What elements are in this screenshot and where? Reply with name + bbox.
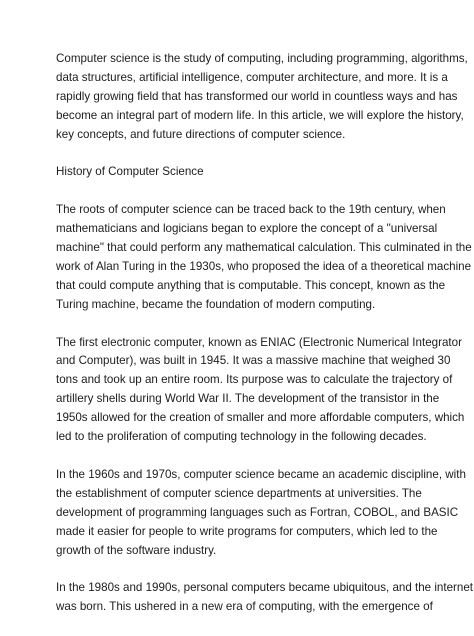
text-line: The first electronic computer, known as ENIAC (Electronic Numerical Integrator — [56, 335, 462, 349]
text-line: data structures, artificial intelligence, computer architecture, and more. It is a — [56, 70, 448, 84]
text-line: The roots of computer science can be traced back to the 19th century, when — [56, 203, 446, 217]
text-line: 1950s allowed for the creation of smaller and more affordable computers, which — [56, 411, 465, 425]
text-line: Computer science is the study of computing, including programming, algorithms, — [56, 52, 468, 65]
text-line: Turing machine, became the foundation of modern computing. — [56, 297, 376, 311]
text-line: In the 1980s and 1990s, personal computers became ubiquitous, and the internet — [56, 581, 474, 595]
text-line: key concepts, and future directions of computer science. — [56, 127, 346, 141]
text-line: development of programming languages such as Fortran, COBOL, and BASIC — [56, 505, 459, 519]
text-line: tons and took up an entire room. Its purpose was to calculate the trajectory of — [56, 373, 453, 387]
text-line: was born. This ushered in a new era of computing, with the emergence of — [56, 600, 433, 614]
text-line: made it easier for people to write programs for computers, which led to the — [56, 524, 438, 538]
text-line: mathematicians and logicians began to explore the concept of a "universal — [56, 222, 438, 236]
document-body — [56, 50, 474, 636]
body-paragraph — [56, 466, 466, 561]
section-heading: History of Computer Science — [56, 165, 204, 179]
text-line: that could compute anything that is computable. This concept, known as the — [56, 278, 446, 292]
text-line: work of Alan Turing in the 1930s, who proposed the idea of a theoretical machine — [56, 259, 472, 273]
text-line: the establishment of computer science departments at universities. The — [56, 486, 422, 500]
body-paragraph — [56, 201, 472, 314]
text-line: and Computer), was built in 1945. It was a massive machine that weighed 30 — [56, 354, 451, 368]
text-line: artillery shells during World War II. The development of the transistor in the — [56, 392, 440, 406]
text-line: In the 1960s and 1970s, computer science became an academic discipline, with — [56, 467, 466, 481]
intro-paragraph — [56, 50, 468, 145]
text-line: machine" that could perform any mathematical calculation. This culminated in the — [56, 241, 472, 255]
text-line: growth of the software industry. — [56, 543, 217, 557]
text-line: led to the proliferation of computing technology in the following decades. — [56, 430, 427, 444]
text-line: become an integral part of modern life. In this article, we will explore the history, — [56, 108, 464, 122]
text-line: rapidly growing field that has transformed our world in countless ways and has — [56, 89, 458, 103]
body-paragraph — [56, 334, 465, 447]
body-paragraph — [56, 579, 474, 617]
